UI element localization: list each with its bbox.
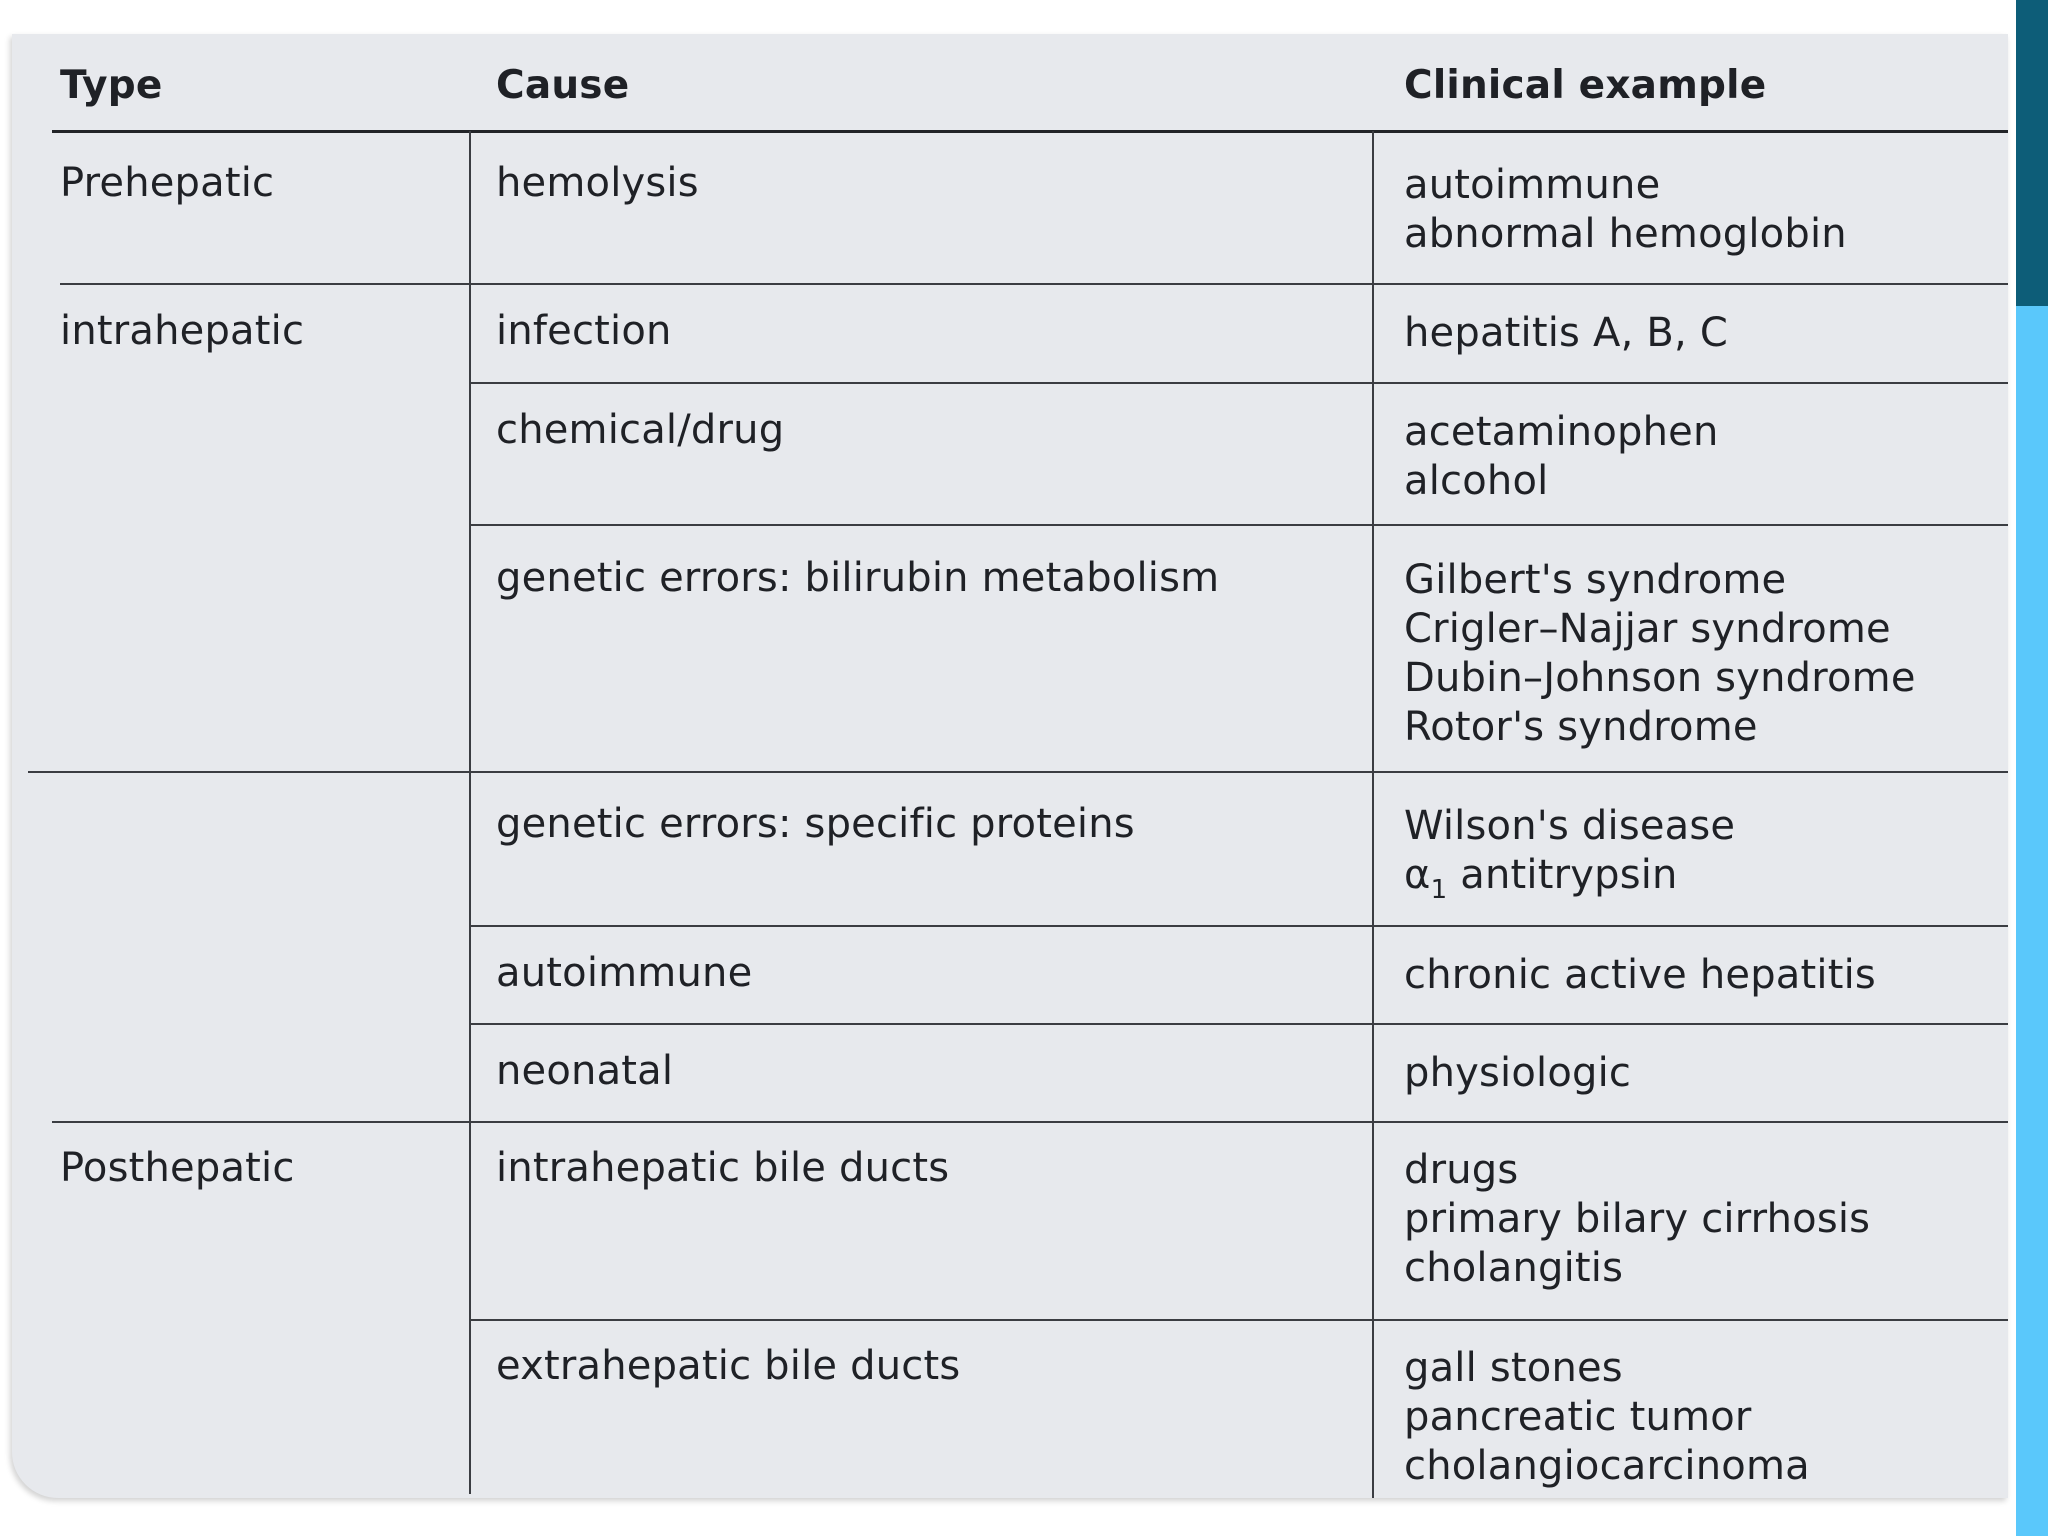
example-line: cholangitis [1404,1245,1624,1291]
column-divider [469,131,471,1494]
example-line: Crigler–Najjar syndrome [1404,606,1891,652]
row-divider [470,1023,2008,1025]
example-line: gall stones [1404,1345,1623,1391]
cause-cell: autoimmune [496,950,753,996]
example-line: Wilson's disease [1404,803,1736,849]
row-divider [470,382,2008,384]
row-divider [470,1319,2008,1321]
header-type: Type [60,63,163,108]
example-line: Dubin–Johnson syndrome [1404,655,1916,701]
alpha-symbol: α [1404,852,1431,898]
example-line: Rotor's syndrome [1404,704,1758,750]
example-line: drugs [1404,1147,1519,1193]
cause-cell: neonatal [496,1048,674,1094]
cause-cell: genetic errors: bilirubin metabolism [496,555,1220,601]
alpha-subscript: 1 [1430,875,1448,905]
example-line: acetaminophen [1404,409,1719,455]
row-divider [28,771,2008,773]
cause-cell: intrahepatic bile ducts [496,1145,950,1191]
example-line: abnormal hemoglobin [1404,211,1847,257]
example-line: chronic active hepatitis [1404,952,1876,998]
cause-cell: infection [496,308,672,354]
example-line: physiologic [1404,1050,1632,1096]
row-divider [60,283,2008,285]
accent-strip-dark [2016,0,2048,306]
example-line: cholangiocarcinoma [1404,1443,1810,1489]
example-line: primary bilary cirrhosis [1404,1196,1871,1242]
type-cell-prehepatic: Prehepatic [60,160,275,206]
example-line: pancreatic tumor [1404,1394,1752,1440]
example-line: hepatitis A, B, C [1404,310,1729,356]
row-divider [470,524,2008,526]
alpha-text: antitrypsin [1447,852,1678,898]
header-clinical-example: Clinical example [1404,63,1767,108]
header-rule [52,130,2008,133]
cause-cell: chemical/drug [496,407,785,453]
row-divider [470,925,2008,927]
cause-cell: hemolysis [496,160,699,206]
example-line-alpha [1404,850,1678,905]
row-divider [52,1121,2008,1123]
cause-cell: genetic errors: specific proteins [496,801,1135,847]
type-cell-posthepatic: Posthepatic [60,1145,295,1191]
example-line: Gilbert's syndrome [1404,557,1787,603]
cause-cell: extrahepatic bile ducts [496,1343,961,1389]
example-line: autoimmune [1404,162,1661,208]
column-divider [1372,131,1374,1498]
type-cell-intrahepatic: intrahepatic [60,308,305,354]
example-line: alcohol [1404,458,1549,504]
header-cause: Cause [496,63,630,108]
